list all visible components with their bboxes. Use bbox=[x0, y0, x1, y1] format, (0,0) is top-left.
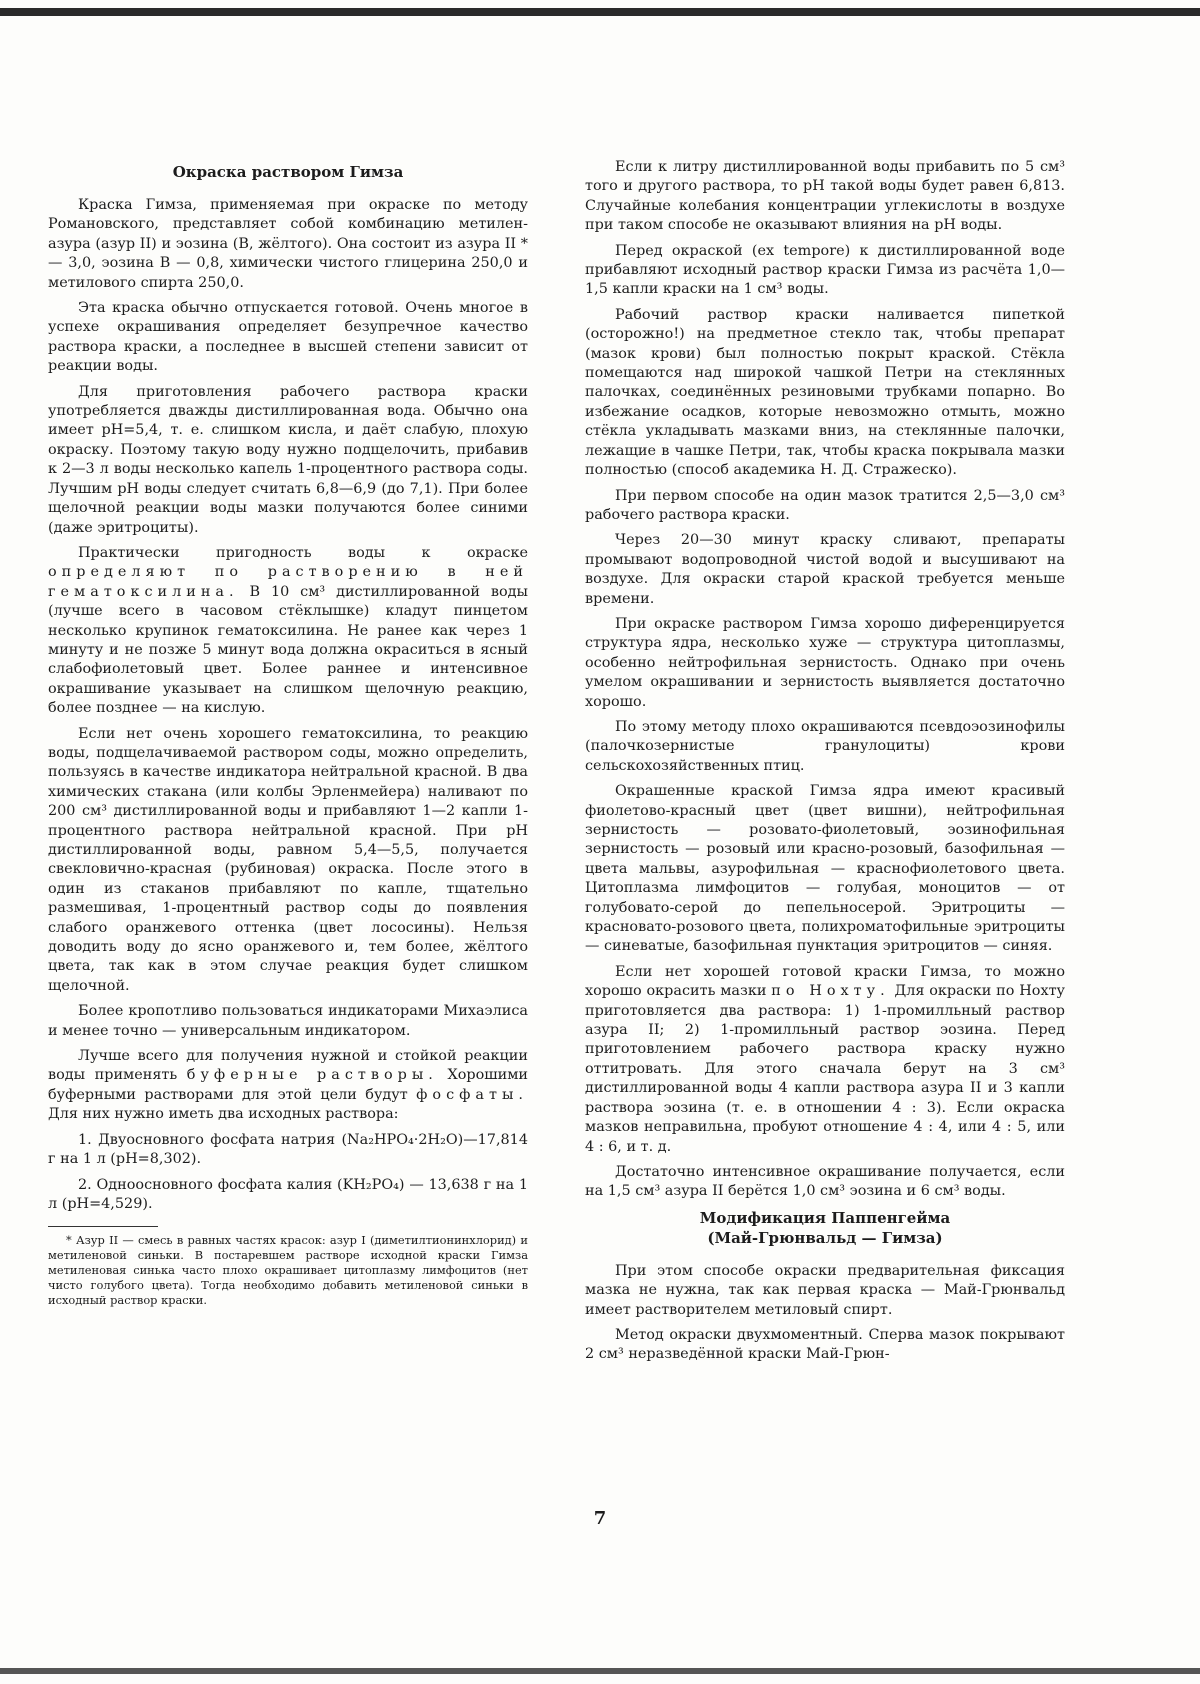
paragraph: Краска Гимза, применяемая при окраске по методу Романовского, представляет собой комбинацию метилен-азура (азур II) и эозина (В, жёлтого). Она состоит из азура II * — 3,0, эозина В — 0,8, химически чистого глицерина 250,0 и метилового спирта 250,0. bbox=[48, 197, 528, 291]
section-heading: Окраска раствором Гимза bbox=[172, 163, 404, 181]
spaced-emphasis: буферные растворы. bbox=[186, 1067, 438, 1084]
paragraph: По этому методу плохо окрашиваются псевдоэозинофилы (палочкозернистые гранулоциты) крови сельскохозяйственных птиц. bbox=[585, 718, 1065, 774]
paragraph: Если к литру дистиллированной воды прибавить по 5 см³ того и другого раствора, то pH такой воды будет равен 6,813. Случайные колебания концентрации углекислоты в воздухе при таком способе не оказывают влияния на pH воды. bbox=[585, 159, 1065, 234]
text-run: Для них нужно иметь два исходных раствора: bbox=[48, 1106, 399, 1123]
right-column bbox=[585, 158, 1065, 1371]
heading-line: (Май-Грюнвальд — Гимза) bbox=[707, 1228, 943, 1247]
heading-line: Модификация Паппенгейма bbox=[699, 1208, 951, 1227]
list-item: 1. Двуосновного фосфата натрия (Na₂HPO₄·2H₂O)—17,814 г на 1 л (pH=8,302). bbox=[48, 1131, 528, 1168]
text-run: Лучше всего для получения нужной и стойкой реакции воды применять bbox=[48, 1048, 528, 1084]
footnote-divider bbox=[48, 1226, 158, 1227]
paragraph: Достаточно интенсивное окрашивание получается, если на 1,5 см³ азура II берётся 1,0 см³ эозина и 6 см³ воды. bbox=[585, 1163, 1065, 1200]
left-column bbox=[48, 158, 528, 1308]
paragraph bbox=[585, 963, 1065, 1157]
subsection-heading bbox=[585, 1208, 1065, 1248]
text-run: Если нет хорошей готовой краски Гимза, то можно хорошо окрасить мазки bbox=[585, 963, 1065, 1000]
paragraph: Перед окраской (ex tempore) к дистиллированной воде прибавляют исходный раствор краски Гимза из расчёта 1,0—1,5 капли краски на 1 см³ воды. bbox=[585, 242, 1065, 298]
spaced-emphasis: фосфаты. bbox=[416, 1086, 528, 1103]
spaced-emphasis: определяют по растворению в ней гематоксилина. bbox=[48, 564, 528, 600]
paragraph bbox=[48, 1047, 528, 1125]
spaced-emphasis: по Нохту. bbox=[771, 983, 890, 1000]
footnote: * Азур II — смесь в равных частях красок: азур I (диметилтионинхлорид) и метиленовой синьки. В постаревшем растворе исходной краски Гимза метиленовая синька часто плохо окрашивает цитоплазму лимфоцитов (нет чисто голубого цвета). Тогда необходимо добавить метиленовой синьки в исходный раствор краски. bbox=[48, 1233, 528, 1308]
paragraph bbox=[48, 544, 528, 719]
page-number: 7 bbox=[593, 1508, 607, 1529]
paragraph: Если нет очень хорошего гематоксилина, то реакцию воды, подщелачиваемой раствором соды, можно определить, пользуясь в качестве индикатора нейтральной красной. В два химических стакана (или колбы Эрленмейера) наливают по 200 см³ дистиллированной воды и прибавляют 1—2 капли 1-процентного раствора нейтральной красной. При pH дистиллированной воды, равном 5,4—5,5, получается свекловично-красная (рубиновая) окраска. После этого в один из стаканов прибавляют по капле, тщательно размешивая, 1-процентный раствор соды до появления слабого оранжевого оттенка (цвет лососины). Нельзя доводить воду до ясно оранжевого и, тем более, жёлтого цвета, так как в этом случае реакция будет слишком щелочной. bbox=[48, 725, 528, 994]
text-run: Хорошими буферными растворами для этой цели будут bbox=[48, 1067, 528, 1103]
paragraph: Более кропотливо пользоваться индикаторами Михаэлиса и менее точно — универсальным индикатором. bbox=[48, 1003, 528, 1039]
paragraph: Для приготовления рабочего раствора краски употребляется дважды дистиллированная вода. Обычно она имеет pH=5,4, т. е. слишком кисла, и даёт слабую, плохую окраску. Поэтому такую воду нужно подщелочить, прибавив к 2—3 л воды несколько капель 1-процентного раствора соды. Лучшим pH воды следует считать 6,8—6,9 (до 7,1). При более щелочной реакции воды мазки получаются более синими (даже эритроциты). bbox=[48, 383, 528, 536]
paragraph: При окраске раствором Гимза хорошо диференцируется структура ядра, несколько хуже — структура цитоплазмы, особенно нейтрофильная зернистость. Однако при очень умелом окрашивании и зернистость выявляется достаточно хорошо. bbox=[585, 615, 1065, 710]
scan-top-edge bbox=[0, 8, 1200, 16]
text-run: Практически пригодность воды к окраске bbox=[78, 544, 528, 561]
text-run: В 10 см³ дистиллированной воды (лучше всего в часовом стёклышке) кладут пинцетом несколько крупинок гематоксилина. Не ранее как через 1 минуту и не позже 5 минут вода должна окраситься в ясный слабофиолетовый цвет. Более раннее и интенсивное окрашивание указывает на слишком щелочную реакцию, более позднее — на кислую. bbox=[48, 583, 528, 717]
paragraph: Эта краска обычно отпускается готовой. Очень многое в успехе окрашивания определяет безупречное качество раствора краски, а последнее в высшей степени зависит от реакции воды. bbox=[48, 300, 528, 375]
paragraph: При этом способе окраски предварительная фиксация мазка не нужна, так как первая краска — Май-Грюнвальд имеет растворителем метиловый спирт. bbox=[585, 1262, 1065, 1318]
paragraph: Рабочий раствор краски наливается пипеткой (осторожно!) на предметное стекло так, чтобы препарат (мазок крови) был полностью покрыт краской. Стёкла помещаются над широкой чашкой Петри на стеклянных палочках, соединённых резиновыми трубками попарно. Во избежание осадков, которые невозможно отмыть, можно стёкла укладывать мазками вниз, на стеклянные палочки, лежащие в чашке Петри, так, чтобы краска покрывала мазки полностью (способ академика Н. Д. Стражеско). bbox=[585, 306, 1065, 479]
paragraph: Окрашенные краской Гимза ядра имеют красивый фиолетово-красный цвет (цвет вишни), нейтрофильная зернистость — розовато-фиолетовый, эозинофильная зернистость — розовый или красно-розовый, базофильная — цвета мальвы, азурофильная — краснофиолетового цвета. Цитоплазма лимфоцитов — голубая, моноцитов — от голубовато-серой до пепельносерой. Эритроциты — красновато-розового цвета, полихроматофильные эритроциты — синеватые, базофильная пунктация эритроцитов — синяя. bbox=[585, 783, 1065, 955]
paragraph: Метод окраски двухмоментный. Сперва мазок покрывают 2 см³ неразведённой краски Май-Грюн- bbox=[585, 1326, 1065, 1363]
paragraph: При первом способе на один мазок тратится 2,5—3,0 см³ рабочего раствора краски. bbox=[585, 487, 1065, 523]
list-item: 2. Одноосновного фосфата калия (KH₂PO₄) — 13,638 г на 1 л (pH=4,529). bbox=[48, 1176, 528, 1212]
scan-bottom-edge bbox=[0, 1668, 1200, 1674]
text-run: Для окраски по Нохту приготовляется два раствора: 1) 1-промилльный раствор азура II; 2) 1-промилльный раствор эозина. Перед приготовлением рабочего раствора краску нужно оттитровать. Для этого сначала берут на 3 см³ дистиллированной воды 4 капли раствора азура II и 3 капли раствора эозина (т. е. в отношении 4 : 3). Если окраска мазков неправильна, пробуют отношение 4 : 4, или 4 : 5, или 4 : 6, и т. д. bbox=[585, 983, 1065, 1155]
paragraph: Через 20—30 минут краску сливают, препараты промывают водопроводной чистой водой и высушивают на воздухе. Для окраски старой краской требуется меньше времени. bbox=[585, 532, 1065, 607]
